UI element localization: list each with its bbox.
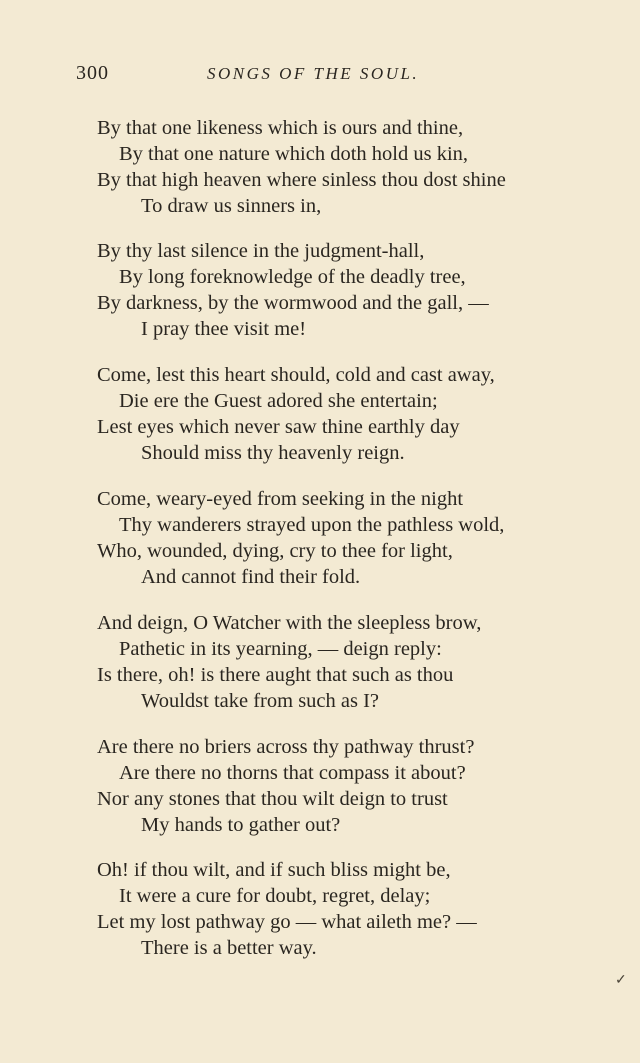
poem-line: Wouldst take from such as I?	[141, 690, 380, 712]
poem-line: And cannot find their fold.	[141, 566, 361, 588]
poem-line: Should miss thy heavenly reign.	[141, 442, 405, 464]
poem-line: And deign, O Watcher with the sleepless brow,	[97, 612, 482, 634]
poem-line: Come, lest this heart should, cold and cast away,	[97, 364, 495, 386]
poem-line: I pray thee visit me!	[141, 318, 307, 340]
poem-line: Are there no thorns that compass it about?	[119, 762, 466, 784]
poem-line: Nor any stones that thou wilt deign to trust	[97, 788, 448, 810]
poem-line: By long foreknowledge of the deadly tree,	[119, 266, 466, 288]
poem-line: Thy wanderers strayed upon the pathless wold,	[119, 514, 505, 536]
poem-line: There is a better way.	[141, 937, 317, 959]
poem-line: Die ere the Guest adored she entertain;	[119, 390, 438, 412]
poem-line: By darkness, by the wormwood and the gall, —	[97, 292, 489, 314]
poem-line: My hands to gather out?	[141, 814, 341, 836]
poem-line: Pathetic in its yearning, — deign reply:	[119, 638, 442, 660]
poem-line: It were a cure for doubt, regret, delay;	[119, 885, 431, 907]
poem-line: By that one likeness which is ours and thine,	[97, 117, 464, 139]
ink-smudge-mark: ✓	[615, 973, 627, 988]
poem-line: By thy last silence in the judgment-hall,	[97, 240, 425, 262]
poem-line: Who, wounded, dying, cry to thee for light,	[97, 540, 453, 562]
poem-line: Let my lost pathway go — what aileth me? —	[97, 911, 477, 933]
poem-line: By that high heaven where sinless thou dost shine	[97, 169, 506, 191]
poem-line: Lest eyes which never saw thine earthly day	[97, 416, 460, 438]
poem-line: By that one nature which doth hold us kin,	[119, 143, 469, 165]
page-header	[0, 62, 640, 90]
poem-line: Oh! if thou wilt, and if such bliss might be,	[97, 859, 451, 881]
running-title: SONGS OF THE SOUL.	[207, 64, 420, 83]
page-number: 300	[76, 62, 109, 84]
poem-line: Is there, oh! is there aught that such as thou	[97, 664, 454, 686]
poem-line: Come, weary-eyed from seeking in the night	[97, 488, 464, 510]
poem-line: To draw us sinners in,	[141, 195, 322, 217]
poem-line: Are there no briers across thy pathway thrust?	[97, 736, 475, 758]
